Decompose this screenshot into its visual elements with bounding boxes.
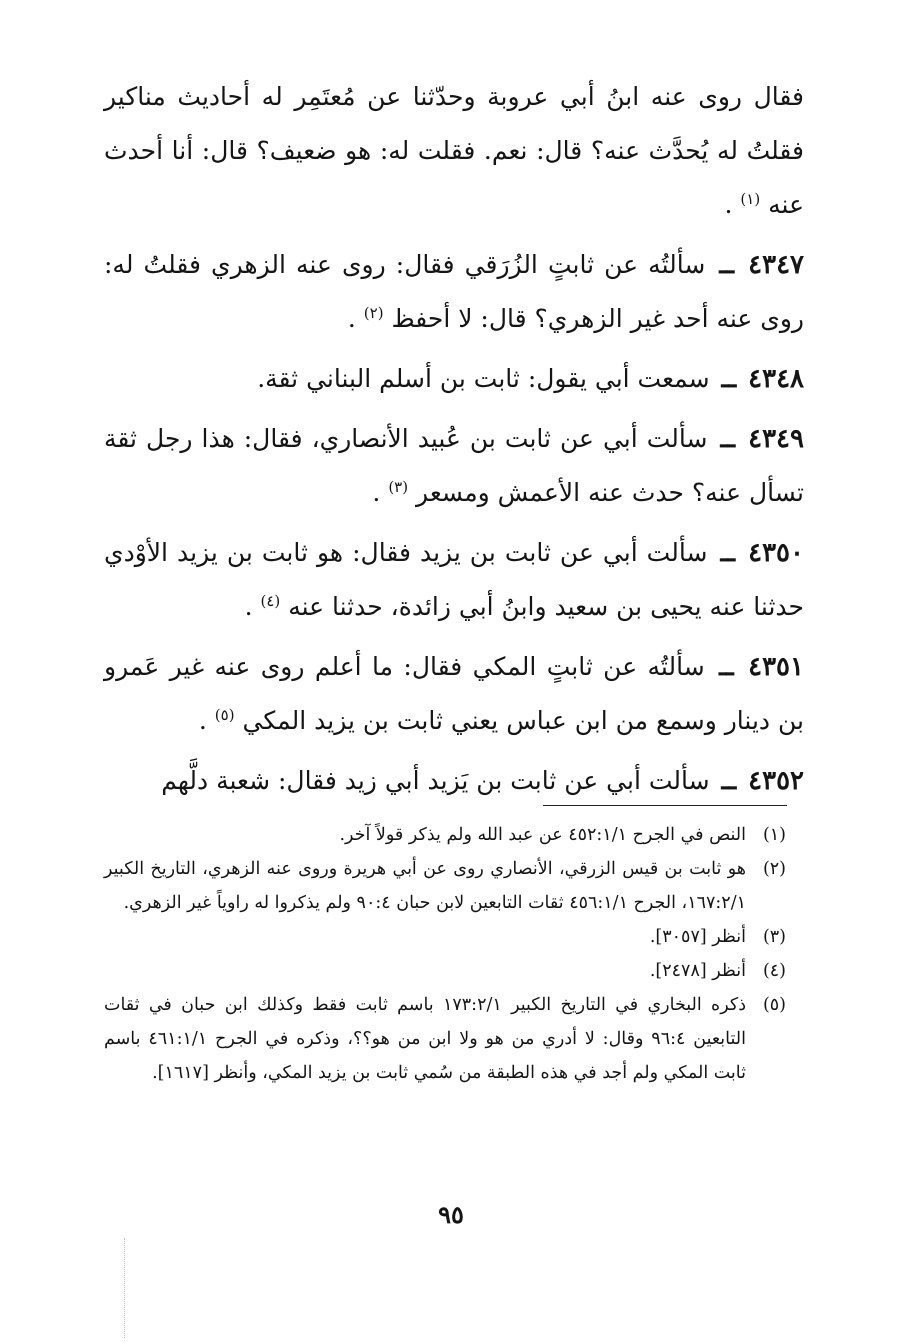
footnote-item bbox=[104, 988, 786, 1090]
entry-end: . bbox=[347, 304, 356, 333]
footnote-ref: (١) bbox=[740, 190, 761, 208]
entry-dash: ــ bbox=[719, 250, 735, 279]
entry-dash: ــ bbox=[721, 364, 737, 393]
entry-end: . bbox=[244, 592, 253, 621]
footnote-text: هو ثابت بن قيس الزرقي، الأنصاري روى عن أبي هريرة وروى عنه الزهري، التاريخ الكبير ١٦٧:٢/١، الجرح ٤٥٦:١/١ ثقات التابعين لابن حبان ٩٠:٤ ولم يذكروا له راوياً غير الزهري. bbox=[104, 859, 746, 913]
footnote-text: أنظر [٣٠٥٧]. bbox=[649, 927, 746, 947]
entry-number: ٤٣٤٧ bbox=[748, 250, 804, 280]
entry-text: سمعت أبي يقول: ثابت بن أسلم البناني ثقة. bbox=[257, 364, 710, 393]
footnote-number: (٢) bbox=[762, 859, 786, 879]
main-text bbox=[104, 70, 804, 810]
footnote-number: (٤) bbox=[762, 961, 786, 981]
footnote-item bbox=[104, 818, 786, 852]
entry-dash: ــ bbox=[721, 766, 737, 795]
entry-text: سألت أبي عن ثابت بن يزيد فقال: هو ثابت بن يزيد الأوْدي حدثنا عنه يحيى بن سعيد وابنُ أبي زائدة، حدثنا عنه bbox=[104, 538, 804, 621]
entry-4349 bbox=[104, 412, 804, 520]
footnote-ref: (٤) bbox=[260, 592, 281, 610]
entry-number: ٤٣٤٨ bbox=[748, 364, 804, 394]
footnote-number: (١) bbox=[762, 825, 786, 845]
footnote-item bbox=[104, 920, 786, 954]
entry-end: . bbox=[198, 706, 207, 735]
page-number: ٩٥ bbox=[438, 1200, 464, 1229]
entry-dash: ــ bbox=[720, 538, 736, 567]
scan-margin-mark bbox=[124, 1238, 127, 1338]
footnotes bbox=[104, 818, 786, 1090]
entry-number: ٤٣٥٢ bbox=[748, 766, 804, 796]
footnote-number: (٥) bbox=[762, 995, 786, 1015]
entry-number: ٤٣٤٩ bbox=[748, 424, 804, 454]
paragraph-end: . bbox=[724, 190, 733, 219]
entry-text: سألت أبي عن ثابت بن عُبيد الأنصاري، فقال: هذا رجل ثقة تسأل عنه؟ حدث عنه الأعمش ومسعر bbox=[104, 424, 804, 507]
entry-4352 bbox=[104, 754, 804, 808]
entry-dash: ــ bbox=[719, 652, 734, 681]
footnote-number: (٣) bbox=[762, 927, 786, 947]
entry-text: سألتُه عن ثابتٍ الزُرَقي فقال: روى عنه الزهري فقلتُ له: روى عنه أحد غير الزهري؟ قال: لا أحفظ bbox=[104, 250, 804, 333]
entry-dash: ــ bbox=[720, 424, 736, 453]
footnote-ref: (٢) bbox=[363, 304, 384, 322]
footnote-ref: (٥) bbox=[214, 706, 235, 724]
footnote-item bbox=[104, 954, 786, 988]
footnote-separator bbox=[543, 805, 787, 806]
entry-4351 bbox=[104, 640, 804, 748]
entry-number: ٤٣٥١ bbox=[748, 652, 804, 682]
entry-number: ٤٣٥٠ bbox=[748, 538, 804, 568]
footnote-ref: (٣) bbox=[388, 478, 409, 496]
paragraph-text: فقال روى عنه ابنُ أبي عروبة وحدّثنا عن مُعتَمِر له أحاديث مناكير فقلتُ له يُحدَّث عنه؟ قال: نعم. فقلت له: هو ضعيف؟ قال: أنا أحدث عنه bbox=[104, 82, 804, 219]
footnote-text: ذكره البخاري في التاريخ الكبير ١٧٣:٢/١ باسم ثابت فقط وكذلك ابن حبان في ثقات التابعين ٩٦:٤ وقال: لا أدري من هو ولا ابن من هو؟؟، وذكره في الجرح ٤٦١:١/١ باسم ثابت المكي ولم أجد في هذه الطبقة من سُمي ثابت بن يزيد المكي، وأنظر [١٦١٧]. bbox=[104, 995, 747, 1083]
entry-4348 bbox=[104, 352, 804, 406]
footnote-item bbox=[104, 852, 786, 920]
entry-end: . bbox=[372, 478, 381, 507]
entry-4350 bbox=[104, 526, 804, 634]
continuation-paragraph bbox=[104, 70, 804, 232]
entry-text: سألت أبي عن ثابت بن يَزيد أبي زيد فقال: شعبة دلَّهم bbox=[161, 766, 710, 795]
footnote-text: النص في الجرح ٤٥٢:١/١ عن عبد الله ولم يذكر قولاً آخر. bbox=[339, 825, 746, 845]
entry-4347 bbox=[104, 238, 804, 346]
footnote-text: أنظر [٢٤٧٨]. bbox=[649, 961, 746, 981]
entry-text: سألتُه عن ثابتٍ المكي فقال: ما أعلم روى عنه غير عَمرو بن دينار وسمع من ابن عباس يعني ثابت بن يزيد المكي bbox=[104, 652, 804, 735]
